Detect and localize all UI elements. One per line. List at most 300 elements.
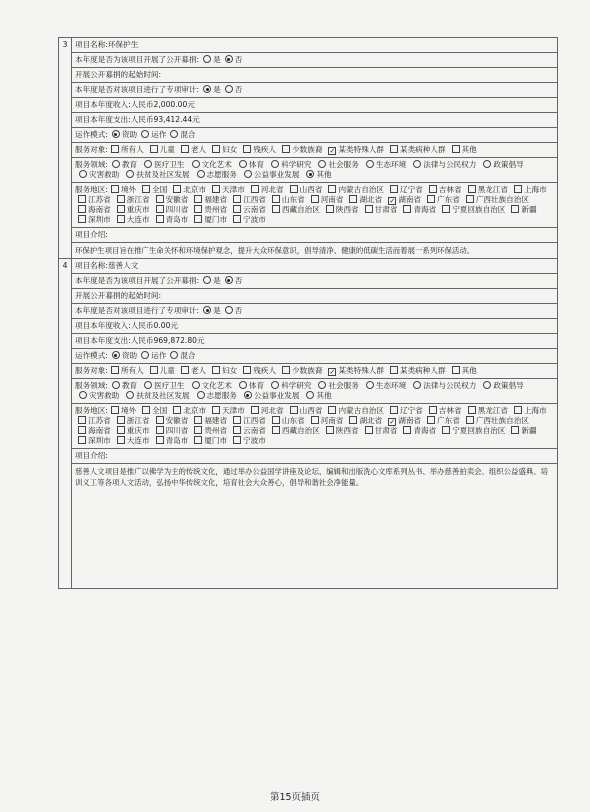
field-radio[interactable] [366, 160, 374, 168]
region-checkbox[interactable] [173, 406, 181, 414]
field-option [314, 160, 358, 170]
no-radio[interactable] [225, 306, 233, 314]
region-option-label: 浙江省 [126, 195, 150, 204]
no-radio[interactable] [225, 55, 233, 63]
table-row [59, 334, 558, 349]
target-checkbox[interactable] [452, 366, 460, 374]
region-checkbox[interactable] [233, 215, 241, 223]
start-time-label: 开展公开募捐的起始时间: [75, 70, 162, 79]
target-checkbox[interactable] [243, 366, 251, 374]
region-option-label: 深圳市 [88, 436, 111, 445]
region-checkbox[interactable] [78, 205, 86, 213]
table-cell [72, 228, 558, 243]
region-checkbox[interactable] [466, 195, 474, 203]
region-checkbox[interactable] [111, 406, 119, 414]
region-option-label: 辽宁省 [400, 406, 423, 415]
target-checkbox[interactable] [111, 366, 119, 374]
income-value: 人民币2,000.00元 [130, 100, 195, 109]
region-option-label: 福建省 [204, 195, 228, 204]
region-checkbox[interactable] [272, 416, 280, 424]
target-label: 服务对象: [75, 366, 108, 375]
table-cell [72, 464, 558, 589]
mode-radio[interactable] [170, 351, 178, 359]
region-option-label: 青海省 [413, 426, 437, 435]
region-option [269, 416, 305, 426]
field-option [314, 381, 358, 391]
region-option [323, 205, 359, 215]
field-radio[interactable] [197, 391, 205, 399]
table-cell [72, 243, 558, 259]
region-option-label: 湖南省 [398, 416, 422, 425]
field-option [235, 160, 264, 170]
region-checkbox[interactable] [194, 215, 202, 223]
income-value: 人民币0.00元 [130, 321, 179, 330]
field-radio[interactable] [318, 381, 326, 389]
region-checkbox[interactable] [251, 185, 259, 193]
region-option-label: 大连市 [126, 215, 150, 224]
region-option [385, 195, 421, 205]
region-checkbox[interactable] [212, 406, 220, 414]
mode-radio[interactable] [141, 130, 149, 138]
region-option-label: 山西省 [299, 185, 323, 194]
region-checkbox[interactable] [514, 185, 522, 193]
region-checkbox[interactable] [442, 205, 450, 213]
region-checkbox[interactable] [272, 426, 280, 434]
region-checkbox[interactable] [390, 185, 398, 193]
region-checkbox[interactable] [326, 205, 334, 213]
region-checkbox[interactable] [290, 185, 298, 193]
project-intro: 慈善人文项目是推广以佛学为主的传统文化，通过举办公益国学讲座及论坛、编辑和出版洗心文库系列丛书、举办慈善拍卖会、组织公益盛典、培训义工等各项人文活动，弘扬中华传统文化，培育社会大众善心，倡导和谐社会净能量。 [75, 467, 549, 487]
region-label: 服务地区: [75, 185, 108, 194]
table-row [59, 379, 558, 404]
target-option [178, 145, 206, 155]
region-checkbox[interactable] [251, 406, 259, 414]
field-option-label: 政策倡导 [493, 160, 524, 169]
yes-label: 是 [213, 276, 221, 285]
region-option [269, 195, 305, 205]
region-option-label: 吉林省 [438, 406, 462, 415]
field-radio[interactable] [79, 391, 87, 399]
region-option-label: 宁夏回族自治区 [452, 426, 506, 435]
table-cell [72, 404, 558, 449]
region-checkbox[interactable] [349, 195, 357, 203]
region-option [362, 426, 398, 436]
region-checkbox[interactable] [429, 406, 437, 414]
region-checkbox[interactable]: ✓ [389, 418, 396, 426]
field-option [122, 170, 189, 180]
field-option-label: 文化艺术 [201, 160, 232, 169]
expense-label: 项目本年度支出: [75, 336, 131, 345]
region-option [191, 426, 227, 436]
field-option-label: 灾害救助 [89, 391, 120, 400]
region-option [139, 406, 167, 416]
field-radio[interactable] [192, 381, 200, 389]
expense-value: 人民币93,412.44元 [130, 115, 200, 124]
income-label: 项目本年度收入: [75, 100, 131, 109]
region-checkbox[interactable] [111, 185, 119, 193]
field-option [409, 160, 476, 170]
region-checkbox[interactable] [142, 406, 150, 414]
region-checkbox[interactable] [311, 416, 319, 424]
field-label: 服务领域: [75, 381, 108, 390]
region-checkbox[interactable] [78, 436, 86, 444]
field-radio[interactable] [112, 160, 120, 168]
table-row [59, 38, 558, 53]
region-checkbox[interactable] [194, 426, 202, 434]
no-radio[interactable] [225, 276, 233, 284]
region-checkbox[interactable] [511, 205, 519, 213]
region-option [426, 406, 462, 416]
region-checkbox[interactable] [466, 416, 474, 424]
target-option [325, 145, 384, 155]
field-radio[interactable] [144, 160, 152, 168]
expense-value: 人民币969,872.80元 [130, 336, 205, 345]
table-row [59, 113, 558, 128]
field-radio[interactable] [483, 160, 491, 168]
region-checkbox[interactable] [194, 205, 202, 213]
region-option-label: 内蒙古自治区 [338, 406, 384, 415]
region-option-label: 湖南省 [398, 195, 422, 204]
mode-option: 运作 [151, 130, 167, 139]
region-option-label: 四川省 [165, 426, 189, 435]
region-checkbox[interactable] [117, 436, 125, 444]
region-checkbox[interactable] [117, 215, 125, 223]
mode-radio[interactable] [141, 351, 149, 359]
field-option-label: 生态环境 [375, 160, 407, 169]
region-option-label: 内蒙古自治区 [338, 185, 384, 194]
region-checkbox[interactable] [117, 205, 125, 213]
region-option [346, 195, 382, 205]
table-row [59, 53, 558, 68]
target-checkbox[interactable] [150, 366, 158, 374]
region-checkbox[interactable] [78, 195, 86, 203]
region-checkbox[interactable] [142, 185, 150, 193]
table-cell [72, 83, 558, 98]
region-checkbox[interactable] [156, 416, 164, 424]
region-checkbox[interactable] [427, 195, 435, 203]
mode-radio[interactable] [112, 351, 120, 359]
target-checkbox[interactable] [390, 366, 398, 374]
region-checkbox[interactable] [233, 416, 241, 424]
region-checkbox[interactable] [349, 416, 357, 424]
table-row [59, 128, 558, 143]
field-radio[interactable] [192, 160, 200, 168]
region-option [230, 416, 266, 426]
field-radio[interactable] [413, 160, 421, 168]
table-cell [72, 319, 558, 334]
table-cell [72, 304, 558, 319]
region-checkbox[interactable] [468, 406, 476, 414]
region-option [153, 215, 189, 225]
region-checkbox[interactable] [514, 406, 522, 414]
region-checkbox[interactable] [156, 436, 164, 444]
region-option [75, 426, 111, 436]
field-option [479, 160, 523, 170]
table-row [59, 364, 558, 379]
region-checkbox[interactable] [442, 426, 450, 434]
field-radio[interactable] [79, 170, 87, 178]
field-radio[interactable] [244, 170, 252, 178]
target-option [209, 366, 237, 376]
target-checkbox[interactable] [181, 145, 189, 153]
region-checkbox[interactable] [233, 195, 241, 203]
region-checkbox[interactable] [403, 426, 411, 434]
region-option [75, 195, 111, 205]
field-radio[interactable] [126, 170, 134, 178]
region-option-label: 陕西省 [335, 426, 359, 435]
field-radio[interactable] [306, 391, 314, 399]
mode-radio[interactable] [170, 130, 178, 138]
region-checkbox[interactable] [468, 185, 476, 193]
region-checkbox[interactable] [365, 205, 373, 213]
region-option-label: 全国 [152, 185, 168, 194]
region-checkbox[interactable] [311, 195, 319, 203]
region-option-label: 海南省 [88, 205, 111, 214]
region-checkbox[interactable] [326, 426, 334, 434]
no-label: 否 [234, 306, 243, 315]
field-radio[interactable] [318, 160, 326, 168]
target-checkbox[interactable] [390, 145, 398, 153]
field-radio[interactable] [144, 381, 152, 389]
field-option-label: 社会服务 [328, 381, 359, 390]
region-checkbox[interactable] [117, 416, 125, 424]
income-label: 项目本年度收入: [75, 321, 131, 330]
field-option-label: 教育 [121, 381, 138, 390]
region-options [75, 185, 554, 225]
region-option [108, 406, 136, 416]
region-checkbox[interactable] [233, 436, 241, 444]
target-checkbox[interactable] [111, 145, 119, 153]
mode-option: 运作 [151, 351, 167, 360]
table-row [59, 349, 558, 364]
field-option [140, 160, 184, 170]
field-option-label: 文化艺术 [201, 381, 232, 390]
region-option [465, 406, 508, 416]
yes-label: 是 [213, 55, 221, 64]
target-option [279, 366, 322, 376]
target-option-label: 老人 [190, 366, 207, 375]
target-option [325, 366, 384, 376]
region-checkbox[interactable] [427, 416, 435, 424]
intro-label: 项目介绍: [75, 230, 108, 239]
region-option [426, 185, 462, 195]
region-checkbox[interactable] [290, 406, 298, 414]
target-option-label: 少数族裔 [292, 366, 323, 375]
field-radio[interactable] [413, 381, 421, 389]
region-option [209, 185, 245, 195]
table-cell [72, 364, 558, 379]
region-option [191, 416, 227, 426]
field-radio[interactable] [239, 160, 247, 168]
region-checkbox[interactable] [511, 426, 519, 434]
yes-radio[interactable] [203, 276, 211, 284]
target-option [387, 366, 446, 376]
field-option-label: 医疗卫生 [154, 381, 185, 390]
table-row [59, 274, 558, 289]
mode-label: 运作模式: [75, 130, 108, 139]
field-option [188, 160, 232, 170]
field-option [193, 391, 237, 401]
field-option [302, 391, 331, 401]
region-option [439, 426, 505, 436]
region-checkbox[interactable] [117, 426, 125, 434]
field-option [75, 391, 119, 401]
target-option-label: 少数族裔 [292, 145, 323, 154]
field-option-label: 扶贫及社区发展 [136, 170, 190, 179]
field-option [362, 160, 406, 170]
region-checkbox[interactable] [117, 195, 125, 203]
expense-label: 项目本年度支出: [75, 115, 131, 124]
region-checkbox[interactable] [272, 195, 280, 203]
region-checkbox[interactable] [78, 416, 86, 424]
region-option [346, 416, 382, 426]
table-row [59, 243, 558, 259]
region-option-label: 重庆市 [126, 426, 150, 435]
region-checkbox[interactable] [156, 426, 164, 434]
field-radio[interactable] [197, 170, 205, 178]
target-checkbox[interactable] [212, 366, 220, 374]
region-option [153, 436, 189, 446]
region-option-label: 吉林省 [438, 185, 462, 194]
target-checkbox[interactable] [282, 145, 290, 153]
field-radio[interactable] [306, 170, 314, 178]
region-option [287, 185, 323, 195]
target-option-label: 某类特殊人群 [338, 145, 384, 154]
region-option-label: 北京市 [183, 406, 207, 415]
region-option [139, 185, 167, 195]
region-option-label: 江苏省 [88, 416, 111, 425]
field-radio[interactable] [271, 381, 279, 389]
table-cell [72, 379, 558, 404]
region-checkbox[interactable] [233, 426, 241, 434]
region-checkbox[interactable] [156, 195, 164, 203]
region-option [269, 426, 320, 436]
region-checkbox[interactable] [390, 406, 398, 414]
region-checkbox[interactable] [194, 436, 202, 444]
region-option-label: 新疆 [521, 205, 537, 214]
no-label: 否 [234, 85, 243, 94]
yes-radio[interactable] [203, 306, 211, 314]
field-radio[interactable] [483, 381, 491, 389]
region-option-label: 河南省 [320, 416, 344, 425]
target-checkbox[interactable] [282, 366, 290, 374]
target-option-label: 妇女 [222, 366, 238, 375]
region-checkbox[interactable] [212, 185, 220, 193]
target-checkbox[interactable] [150, 145, 158, 153]
region-checkbox[interactable] [328, 406, 336, 414]
field-option [193, 170, 237, 180]
mode-radio[interactable] [112, 130, 120, 138]
region-checkbox[interactable] [194, 195, 202, 203]
region-option [75, 436, 111, 446]
target-checkbox[interactable] [212, 145, 220, 153]
region-option-label: 大连市 [126, 436, 150, 445]
project-name: 环保护生 [107, 40, 139, 49]
region-option-label: 河北省 [260, 406, 284, 415]
field-radio[interactable] [366, 381, 374, 389]
region-checkbox[interactable] [429, 185, 437, 193]
region-checkbox[interactable] [173, 185, 181, 193]
field-option [240, 391, 300, 401]
table-row [59, 228, 558, 243]
target-option [108, 366, 144, 376]
region-option-label: 甘肃省 [374, 205, 398, 214]
region-checkbox[interactable] [156, 215, 164, 223]
region-checkbox[interactable] [78, 215, 86, 223]
field-radio[interactable] [126, 391, 134, 399]
region-checkbox[interactable] [328, 185, 336, 193]
region-option-label: 黑龙江省 [477, 185, 508, 194]
target-checkbox[interactable]: ✓ [329, 147, 336, 155]
no-radio[interactable] [225, 85, 233, 93]
field-option-label: 体育 [248, 381, 265, 390]
target-option-label: 老人 [190, 145, 207, 154]
field-option-label: 教育 [121, 160, 138, 169]
field-option-label: 扶贫及社区发展 [136, 391, 190, 400]
region-checkbox[interactable] [156, 205, 164, 213]
field-radio[interactable] [271, 160, 279, 168]
target-option-label: 儿童 [159, 145, 175, 154]
region-checkbox[interactable] [365, 426, 373, 434]
field-option [75, 170, 119, 180]
field-radio[interactable] [112, 381, 120, 389]
region-option-label: 浙江省 [126, 416, 150, 425]
region-option [75, 215, 111, 225]
table-cell [72, 143, 558, 158]
field-radio[interactable] [244, 391, 252, 399]
target-checkbox[interactable] [452, 145, 460, 153]
yes-label: 是 [213, 85, 221, 94]
mode-option: 混合 [180, 130, 196, 139]
field-label: 服务领域: [75, 160, 108, 169]
project-number: 3 [59, 38, 72, 259]
field-option [122, 391, 189, 401]
field-option [479, 381, 523, 391]
region-option-label: 深圳市 [88, 215, 111, 224]
field-option [302, 170, 331, 180]
region-option-label: 云南省 [243, 205, 266, 214]
region-checkbox[interactable] [233, 205, 241, 213]
table-row [59, 449, 558, 464]
yes-radio[interactable] [203, 85, 211, 93]
yes-radio[interactable] [203, 55, 211, 63]
target-checkbox[interactable] [181, 366, 189, 374]
target-checkbox[interactable] [243, 145, 251, 153]
region-checkbox[interactable] [78, 426, 86, 434]
region-option-label: 青岛市 [165, 436, 189, 445]
region-option [463, 195, 529, 205]
table-row [59, 68, 558, 83]
region-option [114, 195, 150, 205]
public-fund-question: 本年度是否为该项目开展了公开募捐: [75, 276, 200, 285]
yes-label: 是 [213, 306, 221, 315]
region-option-label: 重庆市 [126, 205, 150, 214]
region-checkbox[interactable] [272, 205, 280, 213]
region-checkbox[interactable]: ✓ [389, 197, 396, 205]
region-option [325, 406, 384, 416]
start-time-label: 开展公开募捐的起始时间: [75, 291, 162, 300]
region-checkbox[interactable] [403, 205, 411, 213]
target-checkbox[interactable]: ✓ [329, 368, 336, 376]
region-option-label: 江苏省 [88, 195, 111, 204]
field-radio[interactable] [239, 381, 247, 389]
table-cell [72, 158, 558, 183]
region-checkbox[interactable] [194, 416, 202, 424]
region-option [248, 185, 284, 195]
region-option [191, 205, 227, 215]
region-option-label: 贵州省 [204, 205, 228, 214]
project-number: 4 [59, 259, 72, 589]
